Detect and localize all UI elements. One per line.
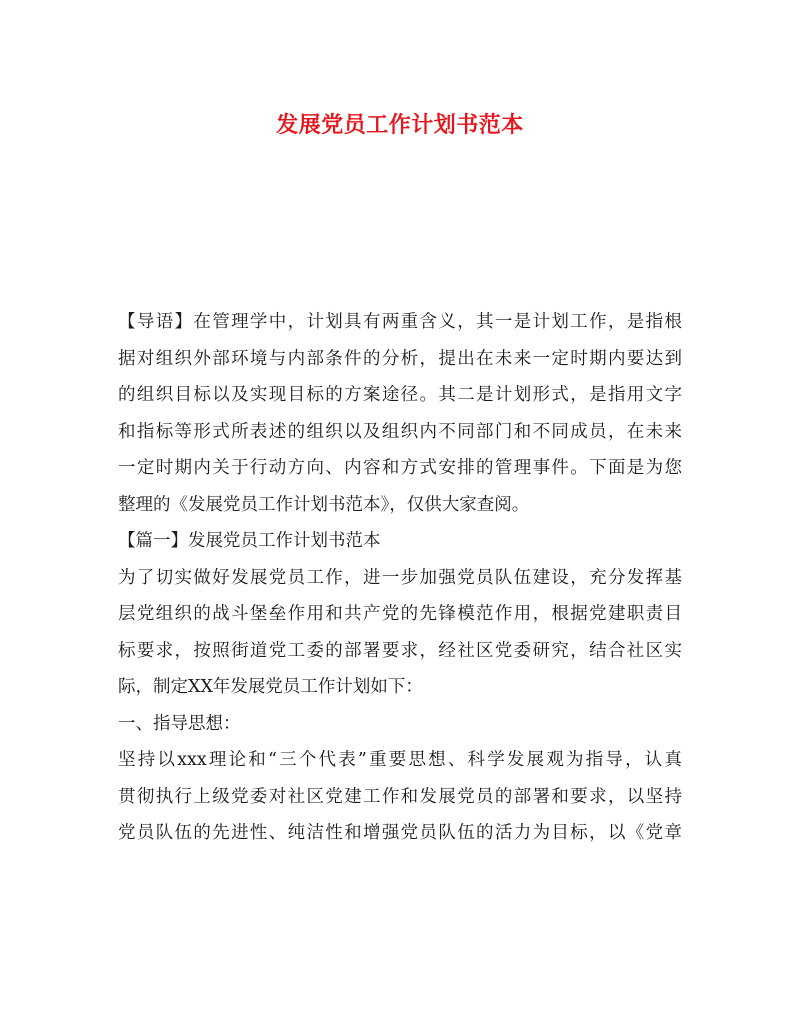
text-line: 据对组织外部环境与内部条件的分析，提出在未来一定时期内要达到 <box>118 348 682 369</box>
document-body <box>118 304 682 852</box>
text-line: 标要求，按照街道党工委的部署要求，经社区党委研究，结合社区实 <box>118 640 682 661</box>
text-line: 层党组织的战斗堡垒作用和共产党的先锋模范作用，根据党建职责目 <box>118 604 682 624</box>
text-line: 际，制定XX年发展党员工作计划如下： <box>118 677 423 697</box>
text-line: 的组织目标以及实现目标的方案途径。其二是计划形式，是指用文字 <box>118 385 682 405</box>
text-line: 贯彻执行上级党委对社区党建工作和发展党员的部署和要求，以坚持 <box>118 786 682 807</box>
text-line: 坚持以xxx理论和“三个代表”重要思想、科学发展观为指导，认真 <box>118 750 682 770</box>
text-line: 一定时期内关于行动方向、内容和方式安排的管理事件。下面是为您 <box>118 458 682 478</box>
text-line: 【导语】在管理学中，计划具有两重含义，其一是计划工作，是指根 <box>118 312 682 332</box>
text-line: 一、指导思想： <box>118 713 241 734</box>
text-line: 党员队伍的先进性、纯洁性和增强党员队伍的活力为目标，以《党章 <box>118 823 682 843</box>
document-title: 发展党员工作计划书范本 <box>276 112 524 138</box>
text-line: 为了切实做好发展党员工作，进一步加强党员队伍建设，充分发挥基 <box>118 567 682 588</box>
text-line: 整理的《发展党员工作计划书范本》，仅供大家查阅。 <box>118 494 530 515</box>
text-line: 【篇一】发展党员工作计划书范本 <box>118 531 381 551</box>
text-line: 和指标等形式所表述的组织以及组织内不同部门和不同成员，在未来 <box>118 421 682 442</box>
